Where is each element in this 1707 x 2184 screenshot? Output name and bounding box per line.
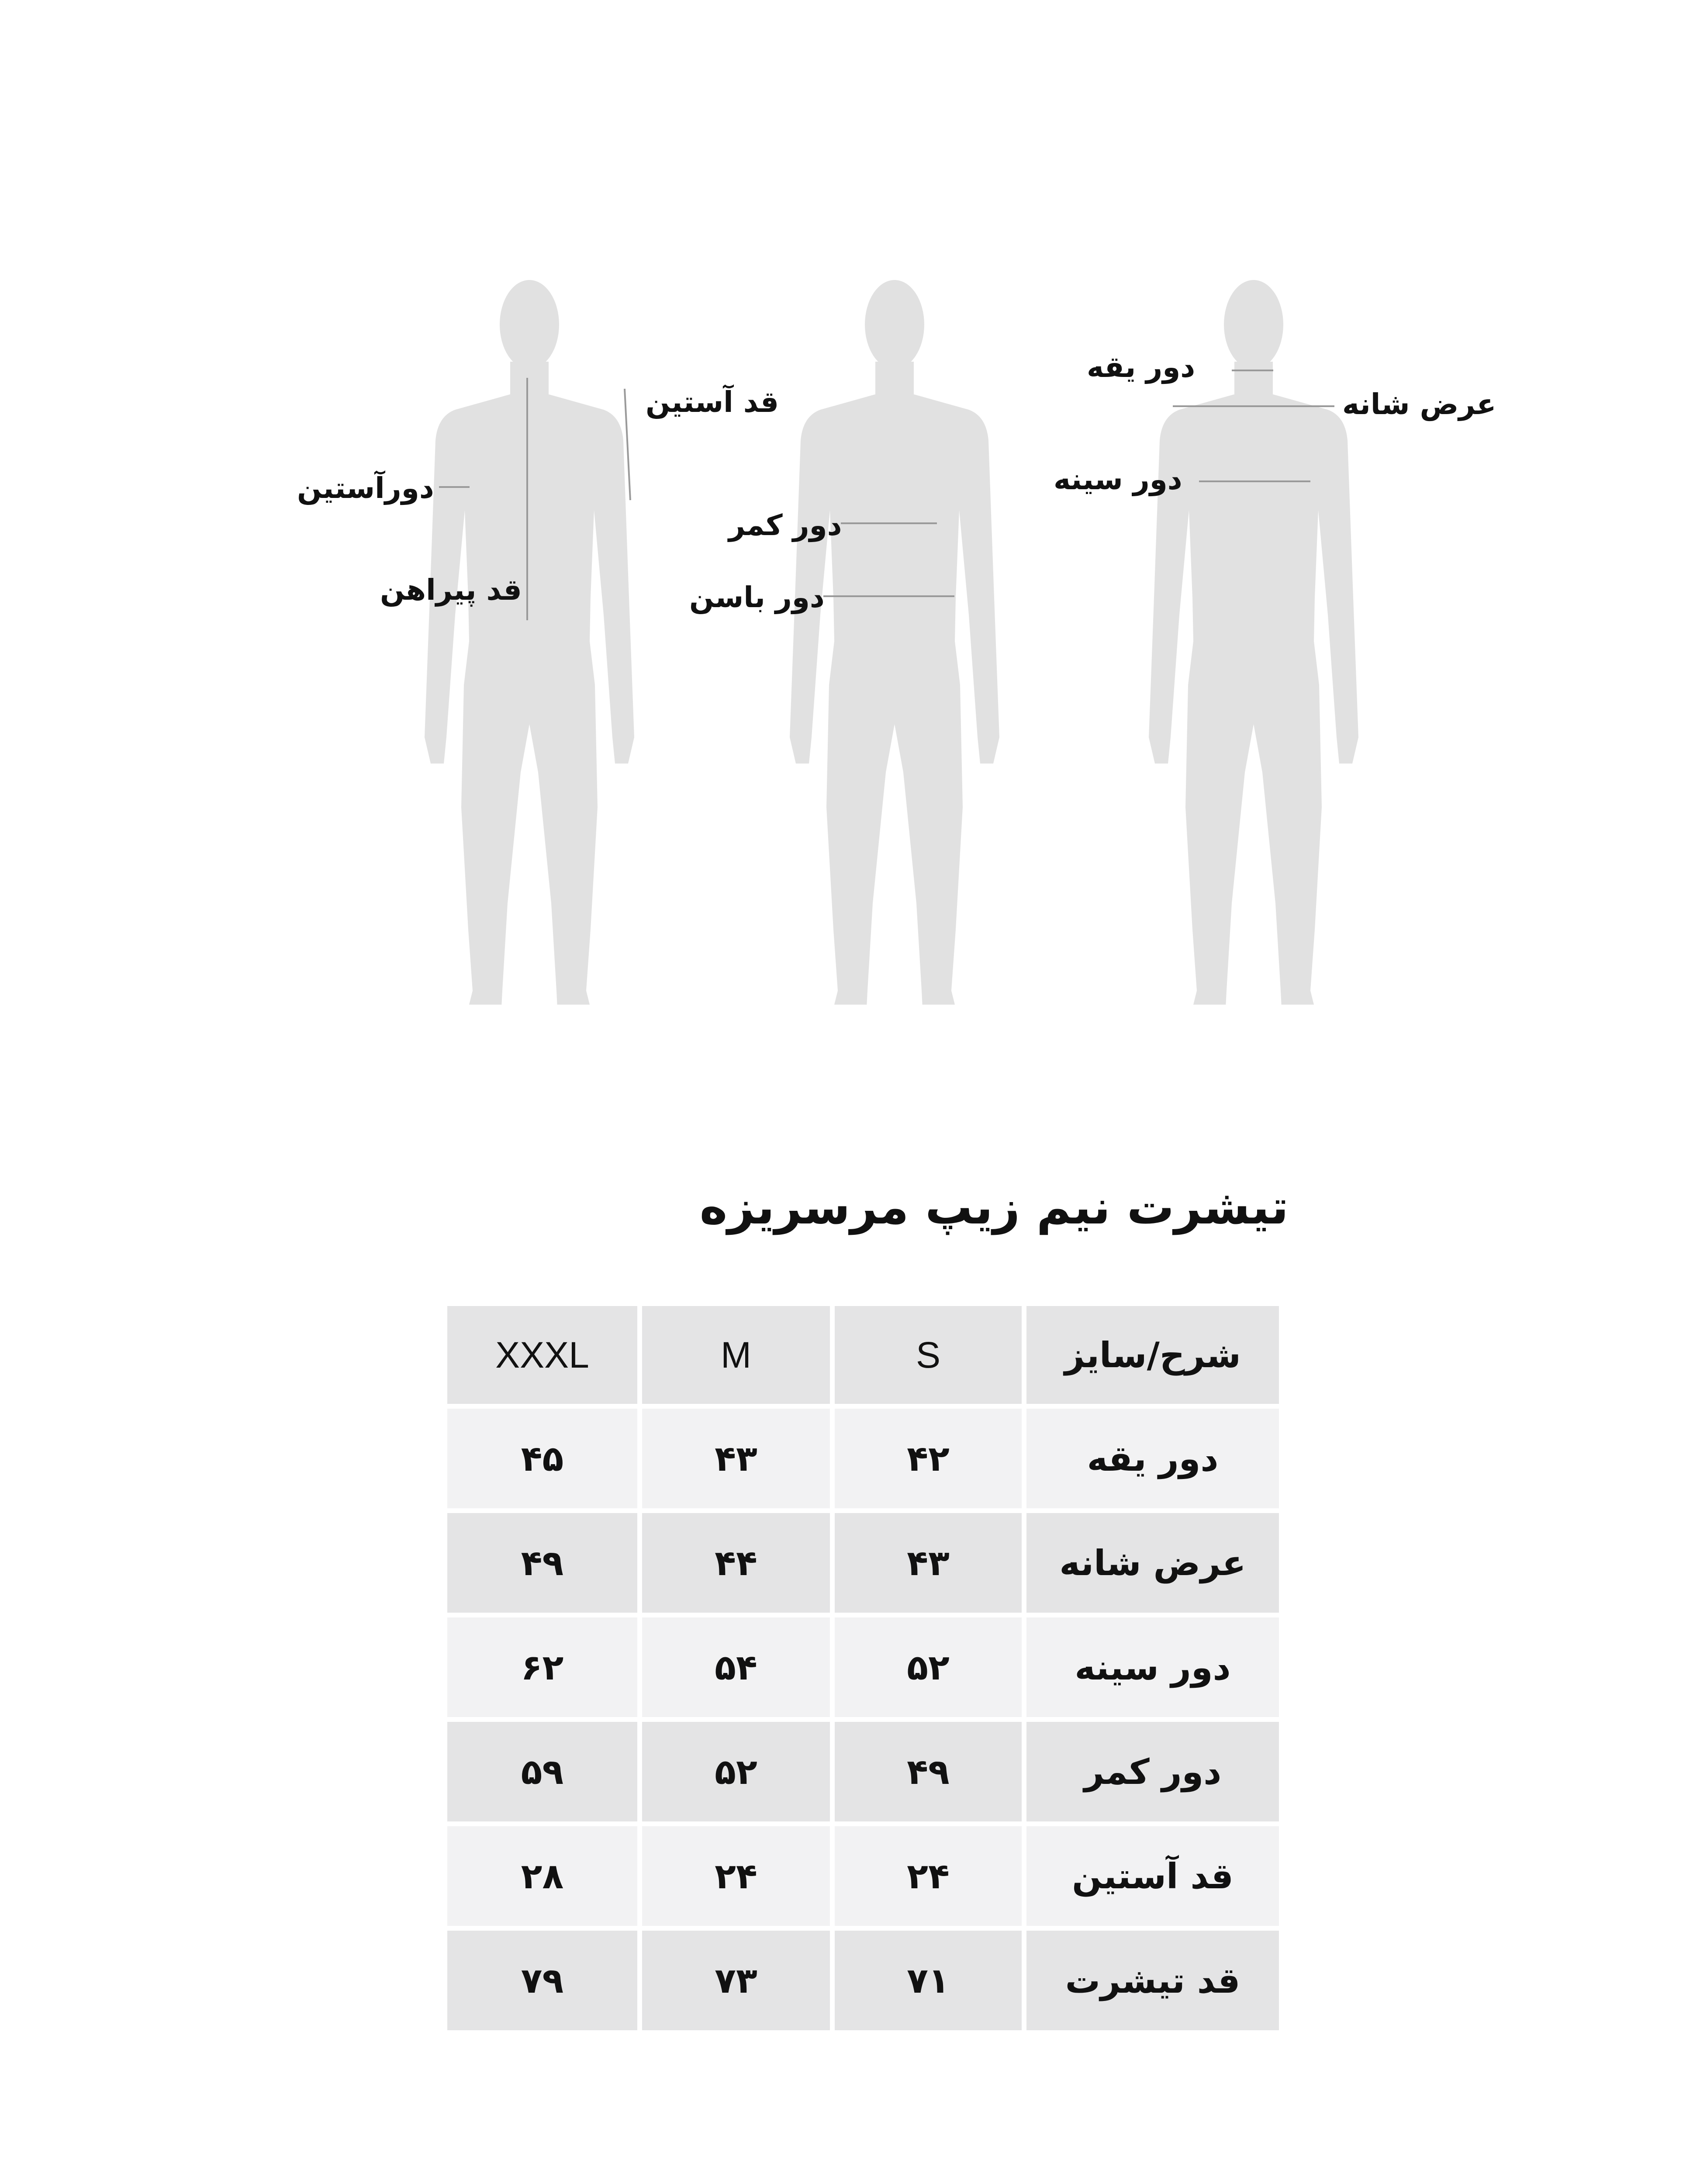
cell-value: ۷۱ — [835, 1931, 1022, 2030]
figure-middle — [790, 280, 999, 1005]
cell-value: ۷۹ — [447, 1931, 637, 2030]
table-row — [447, 1722, 1279, 1821]
cell-value: ۴۹ — [447, 1513, 637, 1613]
label-hip: دور باسن — [689, 581, 825, 614]
row-label: دور سینه — [1026, 1617, 1279, 1717]
label-shoulder: عرض شانه — [1342, 387, 1496, 421]
cell-value: ۴۵ — [447, 1409, 637, 1508]
cell-value: ۷۳ — [642, 1931, 830, 2030]
label-chest: دور سینه — [1054, 463, 1182, 496]
label-sleeve-circumference: دورآستین — [297, 471, 434, 505]
cell-value: ۶۲ — [447, 1617, 637, 1717]
cell-value: ۴۳ — [642, 1409, 830, 1508]
body-measurement-figures — [0, 0, 1707, 1005]
cell-value: ۵۴ — [642, 1617, 830, 1717]
header-size-xxxl: XXXL — [447, 1306, 637, 1404]
cell-value: ۴۳ — [835, 1513, 1022, 1613]
row-label: قد آستین — [1026, 1826, 1279, 1926]
table-row — [447, 1617, 1279, 1717]
table-row — [447, 1931, 1279, 2030]
header-description: شرح/سایز — [1026, 1306, 1279, 1404]
header-size-m: M — [642, 1306, 830, 1404]
cell-value: ۵۲ — [835, 1617, 1022, 1717]
table-row — [447, 1513, 1279, 1613]
row-label: عرض شانه — [1026, 1513, 1279, 1613]
size-chart-table — [442, 1301, 1284, 2035]
cell-value: ۲۴ — [642, 1826, 830, 1926]
label-waist: دور کمر — [729, 508, 842, 542]
label-collar: دور یقه — [1087, 350, 1196, 384]
label-shirt-length: قد پیراهن — [380, 573, 522, 607]
figure-front — [1149, 280, 1358, 1005]
cell-value: ۴۹ — [835, 1722, 1022, 1821]
figure-back — [425, 280, 634, 1005]
sleeve-length-line — [625, 389, 630, 500]
table-header-row — [447, 1306, 1279, 1404]
cell-value: ۴۴ — [642, 1513, 830, 1613]
cell-value: ۵۲ — [642, 1722, 830, 1821]
row-label: دور یقه — [1026, 1409, 1279, 1508]
table-row — [447, 1409, 1279, 1508]
cell-value: ۵۹ — [447, 1722, 637, 1821]
row-label: قد تیشرت — [1026, 1931, 1279, 2030]
product-title: تیشرت نیم زیپ مرسریزه — [699, 1180, 1289, 1235]
table-row — [447, 1826, 1279, 1926]
header-size-s: S — [835, 1306, 1022, 1404]
row-label: دور کمر — [1026, 1722, 1279, 1821]
cell-value: ۲۸ — [447, 1826, 637, 1926]
label-sleeve-length: قد آستین — [646, 385, 779, 419]
cell-value: ۴۲ — [835, 1409, 1022, 1508]
cell-value: ۲۴ — [835, 1826, 1022, 1926]
